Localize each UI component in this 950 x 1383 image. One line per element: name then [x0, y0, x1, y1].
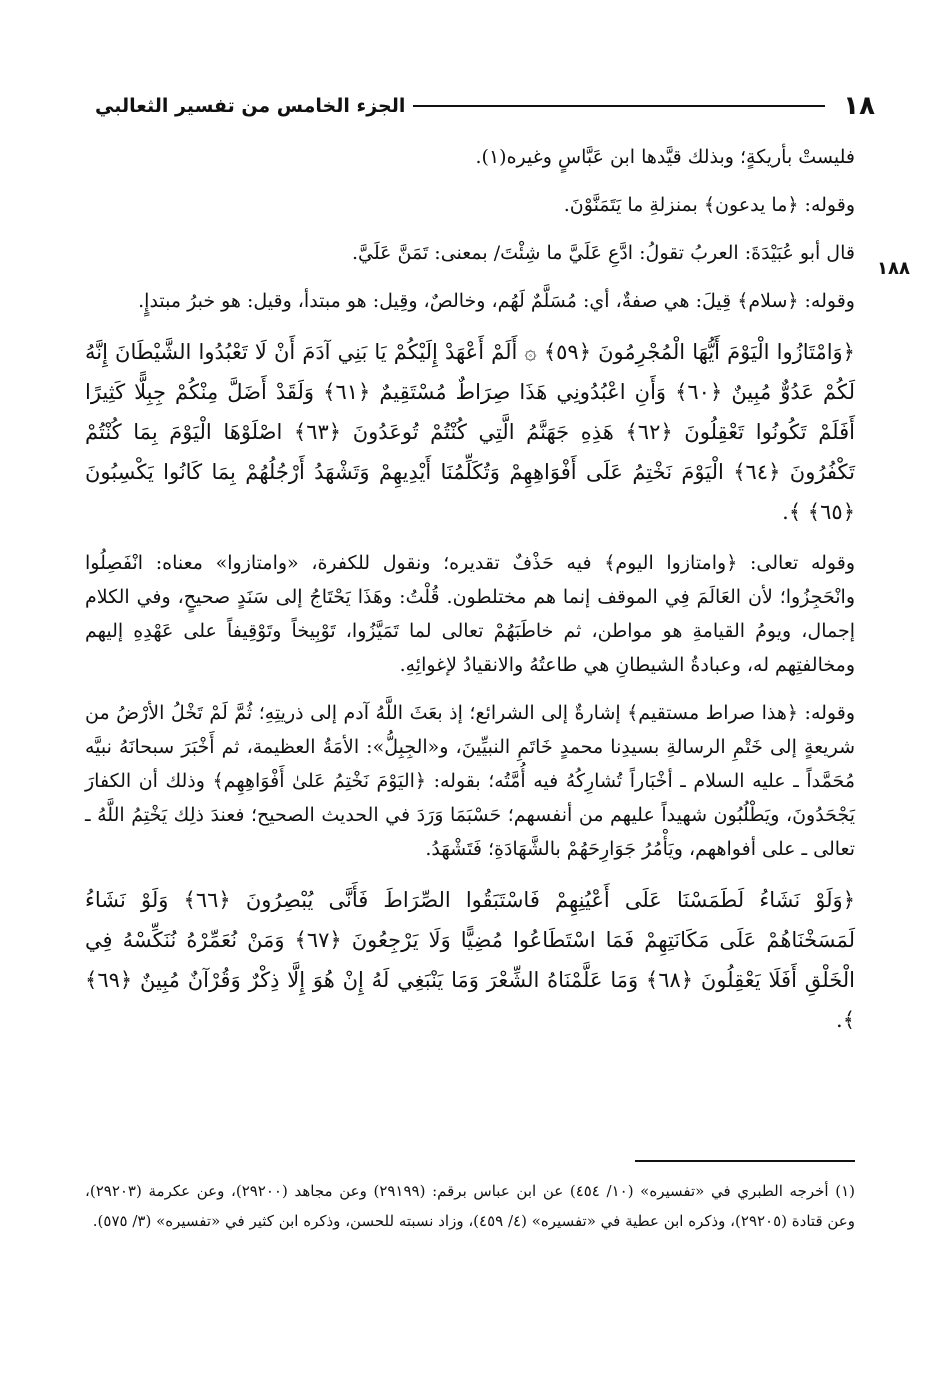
- paragraph: وقوله تعالى: ﴿وامتازوا اليوم﴾ فيه حَذْفٌ تقديره؛ ونقول للكفرة، «وامتازوا» معناه: انْفَصِلُوا وانْحَجِزُوا؛ لأن العَالَمَ فِي الموقف إنما هم مختلطون. قُلْتُ: وهَذَا يَحْتَاجُ إلى سَنَدٍ صحيحٍ، وفي الكلام إجمال، ويومُ القيامةِ هو مواطن، ثم خاطَبَهُمْ تعالى لما تَمَيَّزُوا، تَوْبِيخاً وتَوْقِيفاً على عَهْدِهِ إليهم ومخالفتِهم له، وعبادةُ الشيطانِ هي طاعتُهُ والانقيادُ لإغوائِهِ.: [85, 552, 855, 676]
- quran-verses-block: ﴿وَامْتَازُوا الْيَوْمَ أَيُّهَا الْمُجْرِمُونَ ﴿٥٩﴾ ۞ أَلَمْ أَعْهَدْ إِلَيْكُمْ يَا بَنِي آدَمَ أَنْ لَا تَعْبُدُوا الشَّيْطَانَ إِنَّهُ لَكُمْ عَدُوٌّ مُبِينٌ ﴿٦٠﴾ وَأَنِ اعْبُدُونِي هَذَا صِرَاطٌ مُسْتَقِيمٌ ﴿٦١﴾ وَلَقَدْ أَضَلَّ مِنْكُمْ جِبِلًّا كَثِيرًا أَفَلَمْ تَكُونُوا تَعْقِلُونَ ﴿٦٢﴾ هَذِهِ جَهَنَّمُ الَّتِي كُنْتُمْ تُوعَدُونَ ﴿٦٣﴾ اصْلَوْهَا الْيَوْمَ بِمَا كُنْتُمْ تَكْفُرُونَ ﴿٦٤﴾ الْيَوْمَ نَخْتِمُ عَلَى أَفْوَاهِهِمْ وَتُكَلِّمُنَا أَيْدِيهِمْ وَتَشْهَدُ أَرْجُلُهُمْ بِمَا كَانُوا يَكْسِبُونَ ﴿٦٥﴾ ﴾.: [85, 340, 856, 524]
- paragraph: وقوله: ﴿هذا صراط مستقيم﴾ إشارةٌ إلى الشرائع؛ إذ بعَثَ اللَّهُ آدم إلى ذريتِهِ؛ ثُمَّ لَمْ تَخْلُ الأرْضُ من شريعةٍ إلى خَتْمِ الرسالةِ بسيدِنا محمدٍ خَاتَمِ النبيِّينَ، و«الجِبِلُّ»: الأمَةُ العظيمة، ثم أَخْبَرَ سبحانَهُ نبيَّه مُحَمَّداً ـ عليه السلام ـ أخْبَاراً تُشارِكُهُ فيه أُمَّتُه؛ بقوله: ﴿اليَوْمَ نَخْتِمُ عَلىٰ أَفْوَاهِهِم﴾ وذلك أن الكفارَ يَجْحَدُونَ، ويَطْلُبُون شهيداً عليهم من أنفسهم؛ حَسْبَمَا وَرَدَ في الحديث الصحيح؛ فعندَ ذلِك يَخْتِمُ اللَّهُ ـ تعالى ـ على أفواههم، ويَأْمُرُ جَوَارِحَهُمْ بالشَّهَادَةِ؛ فَتَشْهَدُ.: [85, 702, 855, 860]
- main-text: [85, 140, 855, 1054]
- margin-page-marker: ١٨٨: [877, 258, 910, 279]
- header-rule: [413, 105, 825, 107]
- header-title: الجزء الخامس من تفسير الثعالبي: [95, 95, 406, 117]
- paragraph: فليستْ بأريكةٍ؛ وبذلك قيَّدها ابن عَبَّاسٍ وغيره(١).: [475, 146, 855, 168]
- quran-verses-block: ﴿وَلَوْ نَشَاءُ لَطَمَسْنَا عَلَى أَعْيُنِهِمْ فَاسْتَبَقُوا الصِّرَاطَ فَأَنَّى يُبْصِرُونَ ﴿٦٦﴾ وَلَوْ نَشَاءُ لَمَسَخْنَاهُمْ عَلَى مَكَانَتِهِمْ فَمَا اسْتَطَاعُوا مُضِيًّا وَلَا يَرْجِعُونَ ﴿٦٧﴾ وَمَنْ نُعَمِّرْهُ نُنَكِّسْهُ فِي الْخَلْقِ أَفَلَا يَعْقِلُونَ ﴿٦٨﴾ وَمَا عَلَّمْنَاهُ الشِّعْرَ وَمَا يَنْبَغِي لَهُ إِنْ هُوَ إِلَّا ذِكْرٌ وَقُرْآنٌ مُبِينٌ ﴿٦٩﴾ ﴾.: [85, 888, 856, 1032]
- paragraph: وقوله: ﴿سلام﴾ قِيلَ: هي صفةٌ، أي: مُسَلَّمٌ لَهُم، وخالصٌ، وقِيل: هو مبتدأ، وقيل: هو خبرُ مبتدإٍ.: [138, 290, 855, 312]
- footnote-separator: [635, 1160, 855, 1162]
- paragraph: قال أبو عُبَيْدَةَ: العربُ تقولُ: ادَّعِ عَلَيَّ ما شِئْتَ/ بمعنى: تَمَنَّ عَلَيَّ.: [351, 242, 855, 264]
- paragraph: وقوله: ﴿ما يدعون﴾ بمنزلةِ ما يَتَمَنَّوْنَ.: [563, 194, 855, 216]
- running-header: [95, 88, 875, 124]
- footnote: (١) أخرجه الطبري في «تفسيره» (١٠/ ٤٥٤) عن ابن عباس برقم: (٢٩١٩٩) وعن مجاهد (٢٩٢٠٠)، وعن عكرمة (٢٩٢٠٣)، وعن قتادة (٢٩٢٠٥)، وذكره ابن عطية في «تفسيره» (٤/ ٤٥٩)، وزاد نسبته للحسن، وذكره ابن كثير في «تفسيره» (٣/ ٥٧٥).: [85, 1182, 855, 1230]
- page-number: ١٨: [843, 91, 875, 121]
